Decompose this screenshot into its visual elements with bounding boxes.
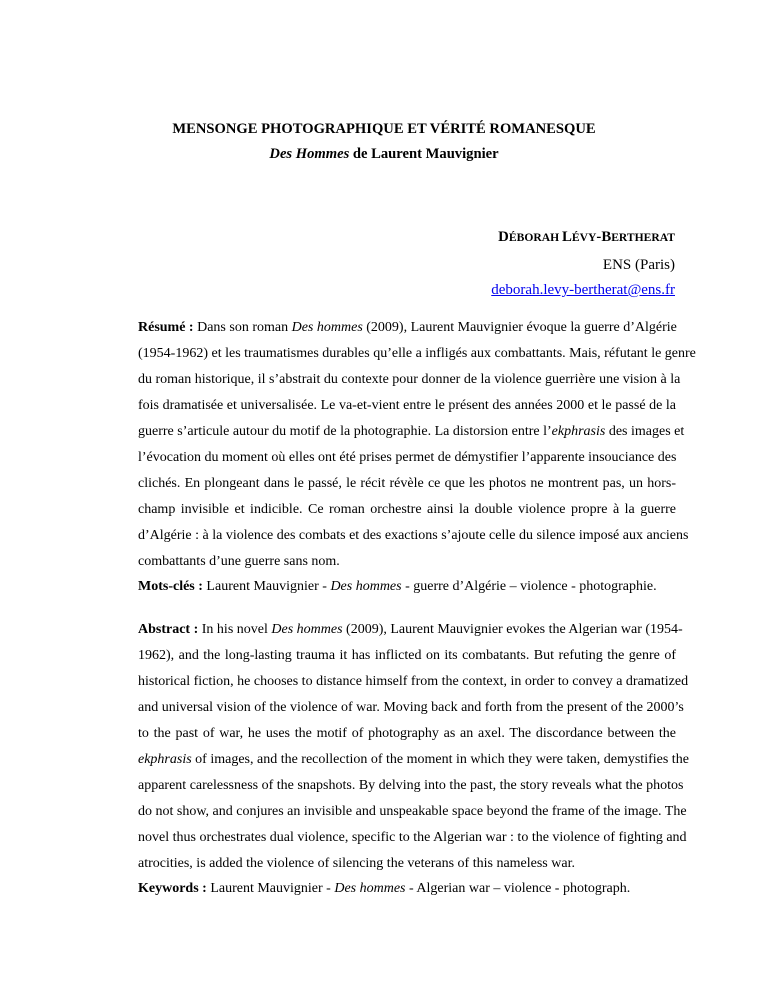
- abstract-label: Abstract :: [138, 622, 199, 637]
- resume-text: ekphrasis: [551, 424, 606, 439]
- resume-paragraph: [138, 315, 696, 575]
- resume-text: clichés. En plongeant dans le passé, le récit révèle ce que les photos ne montrent pas, un hors-: [138, 476, 676, 491]
- abstract-text: novel thus orchestrates dual violence, specific to the Algerian war : to the violence of fighting and: [138, 830, 687, 845]
- abstract-text: Des hommes: [271, 622, 343, 637]
- resume-text: guerre s’articule autour du motif de la photographie. La distorsion entre l’: [138, 424, 552, 439]
- abstract-text: In his novel: [198, 622, 272, 637]
- resume-text: du roman historique, il s’abstrait du contexte pour donner de la violence guerrière une vision à la: [138, 372, 681, 387]
- abstract-line: [138, 773, 684, 799]
- abstract-text: atrocities, is added the violence of silencing the veterans of this nameless war.: [138, 856, 575, 871]
- author-email-link[interactable]: deborah.levy-bertherat@ens.fr: [491, 282, 675, 298]
- paper-subtitle: [0, 144, 768, 164]
- mots-cles-line: Mots-clés : Laurent Mauvignier - Des hommes - guerre d’Algérie – violence - photographie.: [138, 579, 657, 594]
- abstract-text: historical fiction, he chooses to distance himself from the context, in order to convey a dramatized: [138, 674, 689, 689]
- resume-text: champ invisible et indicible. Ce roman orchestre ainsi la double violence propre à la guerre: [138, 502, 676, 517]
- resume-line: [138, 523, 689, 549]
- keywords-line: Keywords : Laurent Mauvignier - Des hommes - Algerian war – violence - photograph.: [138, 881, 631, 896]
- abstract-line: [138, 825, 687, 851]
- abstract-text: (2009), Laurent Mauvignier evokes the Algerian war (1954-: [342, 622, 683, 637]
- resume-line: [138, 341, 696, 367]
- abstract-text: 1962), and the long-lasting trauma it has inflicted on its combatants. But refuting the genre of: [138, 648, 676, 663]
- resume-text: (2009), Laurent Mauvignier évoque la guerre d’Algérie: [362, 320, 677, 335]
- author-name: DÉBORAH LÉVY-BERTHERAT: [498, 229, 675, 245]
- abstract-line: [138, 851, 676, 877]
- resume-line: [138, 367, 681, 393]
- resume-text: l’évocation du moment où elles ont été prises permet de démystifier l’apparente insouciance des: [138, 450, 677, 465]
- abstract-text: to the past of war, he uses the motif of photography as an axel. The discordance between the: [138, 726, 676, 741]
- resume-text: Des hommes: [291, 320, 363, 335]
- mots-cles-label: Mots-clés :: [138, 579, 203, 594]
- subtitle-author: de Laurent Mauvignier: [349, 146, 499, 162]
- abstract-line: [138, 617, 683, 643]
- resume-line: [138, 549, 676, 575]
- resume-line: [138, 315, 676, 341]
- resume-line: [138, 445, 676, 471]
- resume-label: Résumé :: [138, 320, 194, 335]
- resume-line: [138, 393, 676, 419]
- abstract-text: and universal vision of the violence of war. Moving back and forth from the present of the 2000’s: [138, 700, 684, 715]
- abstract-text: ekphrasis: [138, 752, 192, 767]
- resume-text: (1954-1962) et les traumatismes durables qu’elle a infligés aux combattants. Mais, réfutant le genre: [138, 346, 696, 361]
- keywords-label: Keywords :: [138, 881, 207, 896]
- abstract-paragraph: [138, 617, 689, 877]
- resume-text: fois dramatisée et universalisée. Le va-et-vient entre le présent des années 2000 et le passé de la: [138, 398, 676, 413]
- resume-line: [138, 497, 676, 523]
- subtitle-book-title: Des Hommes: [269, 146, 350, 162]
- abstract-text: do not show, and conjures an invisible and unspeakable space beyond the frame of the image. The: [138, 804, 687, 819]
- resume-text: des images et: [605, 424, 685, 439]
- abstract-line: [138, 643, 676, 669]
- abstract-line: [138, 669, 689, 695]
- resume-text: d’Algérie : à la violence des combats et des exactions s’ajoute celle du silence imposé aux anciens: [138, 528, 689, 543]
- abstract-text: apparent carelessness of the snapshots. By delving into the past, the story reveals what the photos: [138, 778, 684, 793]
- resume-text: Dans son roman: [193, 320, 292, 335]
- author-affiliation: ENS (Paris): [602, 257, 675, 273]
- abstract-line: [138, 695, 684, 721]
- resume-text: combattants d’une guerre sans nom.: [138, 554, 340, 569]
- abstract-text: of images, and the recollection of the moment in which they were taken, demystifies the: [191, 752, 689, 767]
- abstract-line: [138, 747, 689, 773]
- abstract-line: [138, 799, 687, 825]
- resume-line: [138, 419, 685, 445]
- resume-line: [138, 471, 676, 497]
- paper-title: MENSONGE PHOTOGRAPHIQUE ET VÉRITÉ ROMANESQUE: [172, 121, 596, 137]
- abstract-line: [138, 721, 676, 747]
